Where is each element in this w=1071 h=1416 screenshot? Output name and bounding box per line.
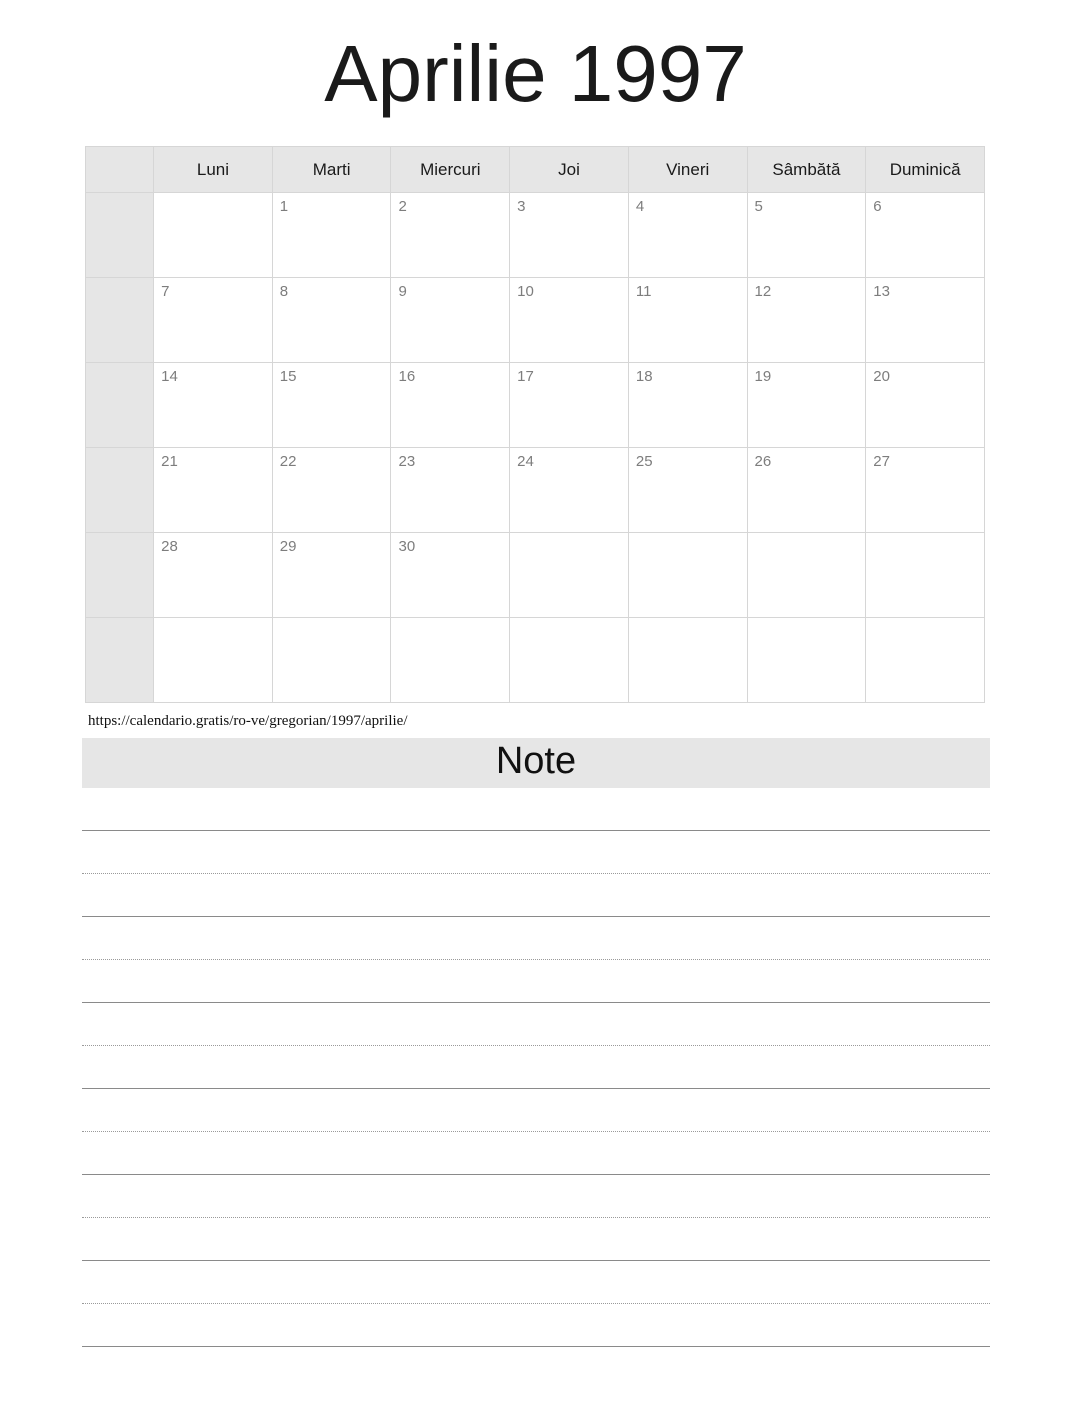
weekday-header-luni: Luni [154,147,273,193]
day-number: 14 [161,368,178,385]
day-number: 30 [398,538,416,555]
calendar-week-row [86,533,985,618]
day-number: 15 [279,368,297,385]
calendar-day-cell[interactable] [747,448,866,533]
day-number: 8 [279,283,289,300]
day-number: 6 [873,198,882,215]
day-number [748,533,866,539]
note-line[interactable] [82,1132,990,1175]
calendar-page [0,30,1071,1416]
calendar-day-cell[interactable] [272,533,391,618]
calendar-day-cell[interactable] [272,618,391,703]
day-number [273,618,391,624]
calendar-day-cell[interactable] [866,448,985,533]
calendar-day-cell[interactable] [272,363,391,448]
calendar-gutter-cell [86,363,154,448]
day-number: 9 [398,283,407,300]
day-number: 26 [754,453,772,470]
day-number: 21 [161,453,178,470]
day-number [154,193,272,199]
calendar-header-row [86,147,985,193]
note-line[interactable] [82,874,990,917]
calendar-day-cell[interactable] [510,618,629,703]
calendar-gutter-cell [86,278,154,363]
calendar-week-row [86,193,985,278]
day-number: 3 [517,198,526,215]
day-number: 4 [635,198,645,215]
day-number [629,618,747,624]
note-line[interactable] [82,1304,990,1347]
day-number: 5 [754,198,763,215]
day-number: 10 [517,283,534,300]
note-line[interactable] [82,1046,990,1089]
notes-section [82,738,990,1347]
weekday-header-joi: Joi [510,147,629,193]
calendar-day-cell[interactable] [391,278,510,363]
note-line[interactable] [82,1089,990,1132]
day-number [748,618,866,624]
day-number: 16 [398,368,416,385]
notes-lines [82,788,990,1347]
calendar-container [85,146,986,703]
calendar-day-cell[interactable] [747,363,866,448]
calendar-day-cell[interactable] [866,618,985,703]
note-line[interactable] [82,1261,990,1304]
calendar-day-cell[interactable] [747,193,866,278]
day-number: 19 [754,368,772,385]
calendar-day-cell[interactable] [510,363,629,448]
calendar-day-cell[interactable] [154,448,273,533]
calendar-day-cell[interactable] [866,533,985,618]
calendar-day-cell[interactable] [747,618,866,703]
calendar-gutter-cell [86,618,154,703]
day-number: 12 [754,283,772,300]
calendar-gutter-cell [86,533,154,618]
notes-heading: Note [82,738,990,788]
page-title: Aprilie 1997 [324,29,747,118]
calendar-day-cell[interactable] [272,193,391,278]
weekday-header-miercuri: Miercuri [391,147,510,193]
calendar-day-cell[interactable] [628,278,747,363]
calendar-day-cell[interactable] [747,278,866,363]
day-number: 1 [279,198,289,215]
day-number [510,533,628,539]
day-number: 17 [517,368,534,385]
calendar-day-cell[interactable] [628,533,747,618]
day-number: 25 [635,453,653,470]
day-number [510,618,628,624]
day-number: 28 [161,538,178,555]
day-number: 23 [398,453,416,470]
weekday-header-sambata: Sâmbătă [747,147,866,193]
note-line[interactable] [82,1003,990,1046]
calendar-week-row [86,278,985,363]
calendar-day-cell[interactable] [510,448,629,533]
calendar-day-cell[interactable] [628,448,747,533]
calendar-day-cell[interactable] [154,193,273,278]
calendar-day-cell[interactable] [866,278,985,363]
calendar-day-cell[interactable] [154,618,273,703]
calendar-table [85,146,985,703]
calendar-day-cell[interactable] [391,533,510,618]
day-number [866,618,984,624]
calendar-day-cell[interactable] [154,278,273,363]
day-number: 22 [279,453,297,470]
weekday-header-marti: Marti [272,147,391,193]
calendar-day-cell[interactable] [628,618,747,703]
calendar-day-cell[interactable] [628,363,747,448]
calendar-gutter-header [86,147,154,193]
day-number [391,618,509,624]
calendar-day-cell[interactable] [866,193,985,278]
calendar-gutter-cell [86,448,154,533]
note-line[interactable] [82,917,990,960]
calendar-day-cell[interactable] [391,618,510,703]
calendar-day-cell[interactable] [154,533,273,618]
calendar-day-cell[interactable] [391,448,510,533]
day-number: 20 [873,368,890,385]
calendar-day-cell[interactable] [866,363,985,448]
calendar-day-cell[interactable] [510,533,629,618]
weekday-header-duminica: Duminică [866,147,985,193]
calendar-week-row [86,363,985,448]
day-number [866,533,984,539]
note-line[interactable] [82,1175,990,1218]
calendar-day-cell[interactable] [272,448,391,533]
source-url[interactable]: https://calendario.gratis/ro-ve/gregorian/1997/aprilie/ [88,713,408,729]
calendar-day-cell[interactable] [510,193,629,278]
calendar-day-cell[interactable] [391,193,510,278]
calendar-day-cell[interactable] [628,193,747,278]
calendar-gutter-cell [86,193,154,278]
day-number: 2 [398,198,407,215]
calendar-day-cell[interactable] [510,278,629,363]
calendar-week-row [86,618,985,703]
note-line[interactable] [82,960,990,1003]
day-number: 7 [161,283,170,300]
day-number: 11 [635,283,652,300]
day-number: 13 [873,283,890,300]
calendar-day-cell[interactable] [272,278,391,363]
day-number: 27 [873,453,890,470]
calendar-day-cell[interactable] [747,533,866,618]
calendar-week-row [86,448,985,533]
note-line[interactable] [82,1218,990,1261]
day-number: 29 [279,538,297,555]
note-line[interactable] [82,831,990,874]
calendar-day-cell[interactable] [391,363,510,448]
weekday-header-vineri: Vineri [628,147,747,193]
calendar-day-cell[interactable] [154,363,273,448]
day-number [629,533,747,539]
note-line[interactable] [82,788,990,831]
day-number: 18 [635,368,653,385]
day-number: 24 [517,453,534,470]
day-number [154,618,272,624]
